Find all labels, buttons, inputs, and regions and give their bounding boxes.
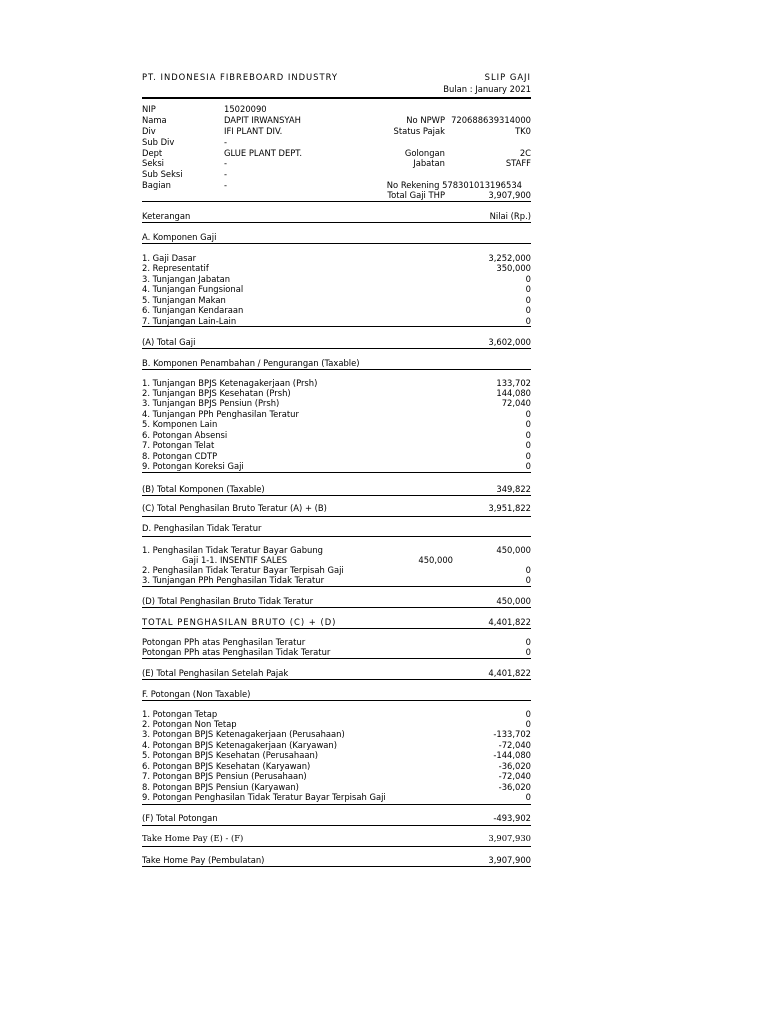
divider <box>142 348 531 349</box>
divider <box>142 804 531 805</box>
golongan-value: 2C <box>519 148 531 158</box>
list-item-label: 5. Tunjangan Makan <box>142 295 226 305</box>
status-pajak-label: Status Pajak <box>393 126 445 136</box>
list-item-value: 0 <box>525 274 531 284</box>
total-bruto-value: 4,401,822 <box>488 617 531 627</box>
section-a-title: A. Komponen Gaji <box>142 232 217 242</box>
subdiv-value: - <box>224 137 228 147</box>
jabatan-label: Jabatan <box>413 158 445 168</box>
list-item-value: -72,040 <box>498 740 531 750</box>
list-item-label: 6. Tunjangan Kendaraan <box>142 305 244 315</box>
list-item-value: 0 <box>525 419 531 429</box>
list-item-label: 3. Tunjangan Jabatan <box>142 274 231 284</box>
subseksi-value: - <box>224 169 228 179</box>
list-item-label: 8. Potongan BPJS Pensiun (Karyawan) <box>142 782 299 792</box>
total-komponen-value: 349,822 <box>496 484 531 494</box>
take-home-pay-rounded-label: Take Home Pay (Pembulatan) <box>142 855 265 865</box>
list-item-value: 0 <box>525 719 531 729</box>
npwp-label: No NPWP <box>406 115 445 125</box>
sub-item-label: Gaji 1-1. INSENTIF SALES <box>182 555 288 565</box>
pph-teratur-value: 0 <box>525 637 531 647</box>
list-item-value: 0 <box>525 316 531 326</box>
list-item-label: 1. Potongan Tetap <box>142 709 218 719</box>
list-item-value: 0 <box>525 709 531 719</box>
list-item-label: 6. Potongan Absensi <box>142 430 228 440</box>
list-item-label: 2. Tunjangan BPJS Kesehatan (Prsh) <box>142 388 291 398</box>
list-item-label: 9. Potongan Penghasilan Tidak Teratur Bayar Terpisah Gaji <box>142 792 386 802</box>
jabatan-value: STAFF <box>505 158 531 168</box>
keterangan-header: Keterangan <box>142 211 191 221</box>
divider <box>142 495 531 496</box>
company-name: PT. INDONESIA FIBREBOARD INDUSTRY <box>142 72 338 82</box>
list-item-label: 4. Tunjangan PPh Penghasilan Teratur <box>142 409 299 419</box>
divider <box>142 326 531 327</box>
divider <box>142 536 531 537</box>
list-item-value: 450,000 <box>496 545 531 555</box>
slip-title: SLIP GAJI <box>484 72 531 82</box>
list-item-value: 0 <box>525 305 531 315</box>
status-pajak-value: TK0 <box>515 126 531 136</box>
nama-value: DAPIT IRWANSYAH <box>224 115 301 125</box>
list-item-label: 7. Potongan Telat <box>142 440 215 450</box>
divider <box>142 700 531 701</box>
total-komponen-label: (B) Total Komponen (Taxable) <box>142 484 265 494</box>
list-item-value: -144,080 <box>493 750 531 760</box>
divider <box>142 472 531 473</box>
table-header-divider <box>142 222 531 223</box>
list-item-value: 350,000 <box>496 263 531 273</box>
list-item-label: 1. Gaji Dasar <box>142 253 197 263</box>
bagian-label: Bagian <box>142 180 171 190</box>
divider <box>142 846 531 847</box>
take-home-pay-value: 3,907,930 <box>488 833 531 843</box>
divider <box>142 628 531 629</box>
list-item-value: 0 <box>525 565 531 575</box>
seksi-label: Seksi <box>142 158 165 168</box>
list-item-label: 9. Potongan Koreksi Gaji <box>142 461 244 471</box>
section-f-title: F. Potongan (Non Taxable) <box>142 689 251 699</box>
npwp-value: 720688639314000 <box>451 115 531 125</box>
total-tidak-teratur-value: 450,000 <box>496 596 531 606</box>
list-item-value: 0 <box>525 430 531 440</box>
thp-summary-value: 3,907,900 <box>488 190 531 200</box>
list-item-label: 3. Tunjangan BPJS Pensiun (Prsh) <box>142 398 280 408</box>
section-d-title: D. Penghasilan Tidak Teratur <box>142 523 262 533</box>
list-item-value: 0 <box>525 409 531 419</box>
list-item-label: 5. Komponen Lain <box>142 419 218 429</box>
list-item-label: 1. Penghasilan Tidak Teratur Bayar Gabung <box>142 545 323 555</box>
total-tidak-teratur-label: (D) Total Penghasilan Bruto Tidak Teratur <box>142 596 314 606</box>
list-item-label: 4. Potongan BPJS Ketenagakerjaan (Karyawan) <box>142 740 337 750</box>
pph-tidak-teratur-value: 0 <box>525 647 531 657</box>
subseksi-label: Sub Seksi <box>142 169 183 179</box>
list-item-value: 0 <box>525 284 531 294</box>
divider <box>142 658 531 659</box>
list-item-value: 133,702 <box>496 378 531 388</box>
dept-label: Dept <box>142 148 163 158</box>
list-item-label: 2. Potongan Non Tetap <box>142 719 237 729</box>
dept-value: GLUE PLANT DEPT. <box>224 148 303 158</box>
list-item-label: 4. Tunjangan Fungsional <box>142 284 244 294</box>
setelah-pajak-label: (E) Total Penghasilan Setelah Pajak <box>142 668 289 678</box>
divider <box>142 586 531 587</box>
total-potongan-label: (F) Total Potongan <box>142 813 218 823</box>
list-item-label: 2. Penghasilan Tidak Teratur Bayar Terpisah Gaji <box>142 565 344 575</box>
pph-tidak-teratur-label: Potongan PPh atas Penghasilan Tidak Teratur <box>142 647 331 657</box>
total-bruto-label: TOTAL PENGHASILAN BRUTO (C) + (D) <box>142 617 337 627</box>
list-item-label: 6. Potongan BPJS Kesehatan (Karyawan) <box>142 761 311 771</box>
divider <box>142 516 531 517</box>
div-value: IFI PLANT DIV. <box>224 126 283 136</box>
list-item-label: 2. Representatif <box>142 263 209 273</box>
list-item-label: 8. Potongan CDTP <box>142 451 218 461</box>
nip-label: NIP <box>142 104 156 114</box>
list-item-value: 0 <box>525 295 531 305</box>
list-item-value: 0 <box>525 461 531 471</box>
nip-value: 15020090 <box>224 104 267 114</box>
total-gaji-value: 3,602,000 <box>488 337 531 347</box>
divider <box>142 243 531 244</box>
seksi-value: - <box>224 158 228 168</box>
list-item-value: 0 <box>525 575 531 585</box>
div-label: Div <box>142 126 156 136</box>
take-home-pay-rounded-value: 3,907,900 <box>488 855 531 865</box>
nama-label: Nama <box>142 115 167 125</box>
divider <box>142 679 531 680</box>
thp-summary-label: Total Gaji THP <box>387 190 445 200</box>
period: Bulan : January 2021 <box>443 84 531 94</box>
total-potongan-value: -493,902 <box>493 813 531 823</box>
pph-teratur-label: Potongan PPh atas Penghasilan Teratur <box>142 637 306 647</box>
divider <box>142 866 531 867</box>
list-item-label: 3. Potongan BPJS Ketenagakerjaan (Perusahaan) <box>142 729 345 739</box>
list-item-value: -72,040 <box>498 771 531 781</box>
list-item-value: -36,020 <box>498 782 531 792</box>
bagian-value: - <box>224 180 228 190</box>
list-item-label: 7. Tunjangan Lain-Lain <box>142 316 237 326</box>
list-item-value: 0 <box>525 440 531 450</box>
list-item-label: 5. Potongan BPJS Kesehatan (Perusahaan) <box>142 750 319 760</box>
list-item-value: 0 <box>525 792 531 802</box>
list-item-value: 144,080 <box>496 388 531 398</box>
bruto-teratur-label: (C) Total Penghasilan Bruto Teratur (A) + (B) <box>142 503 327 513</box>
take-home-pay-label: Take Home Pay (E) - (F) <box>142 833 244 843</box>
sub-item-value: 450,000 <box>418 555 453 565</box>
list-item-value: 0 <box>525 451 531 461</box>
list-item-value: 72,040 <box>501 398 531 408</box>
nilai-header: Nilai (Rp.) <box>489 211 531 221</box>
golongan-label: Golongan <box>404 148 445 158</box>
bruto-teratur-value: 3,951,822 <box>488 503 531 513</box>
divider <box>142 369 531 370</box>
list-item-value: -36,020 <box>498 761 531 771</box>
list-item-value: 3,252,000 <box>488 253 531 263</box>
divider <box>142 607 531 608</box>
rekening: No Rekening 578301013196534 <box>386 180 522 190</box>
subdiv-label: Sub Div <box>142 137 175 147</box>
list-item-label: 3. Tunjangan PPh Penghasilan Tidak Teratur <box>142 575 325 585</box>
section-b-title: B. Komponen Penambahan / Pengurangan (Taxable) <box>142 358 360 368</box>
divider <box>142 825 531 826</box>
setelah-pajak-value: 4,401,822 <box>488 668 531 678</box>
list-item-label: 7. Potongan BPJS Pensiun (Perusahaan) <box>142 771 307 781</box>
list-item-label: 1. Tunjangan BPJS Ketenagakerjaan (Prsh) <box>142 378 318 388</box>
header-divider <box>142 97 531 99</box>
list-item-value: -133,702 <box>493 729 531 739</box>
info-divider <box>142 201 531 202</box>
total-gaji-label: (A) Total Gaji <box>142 337 196 347</box>
